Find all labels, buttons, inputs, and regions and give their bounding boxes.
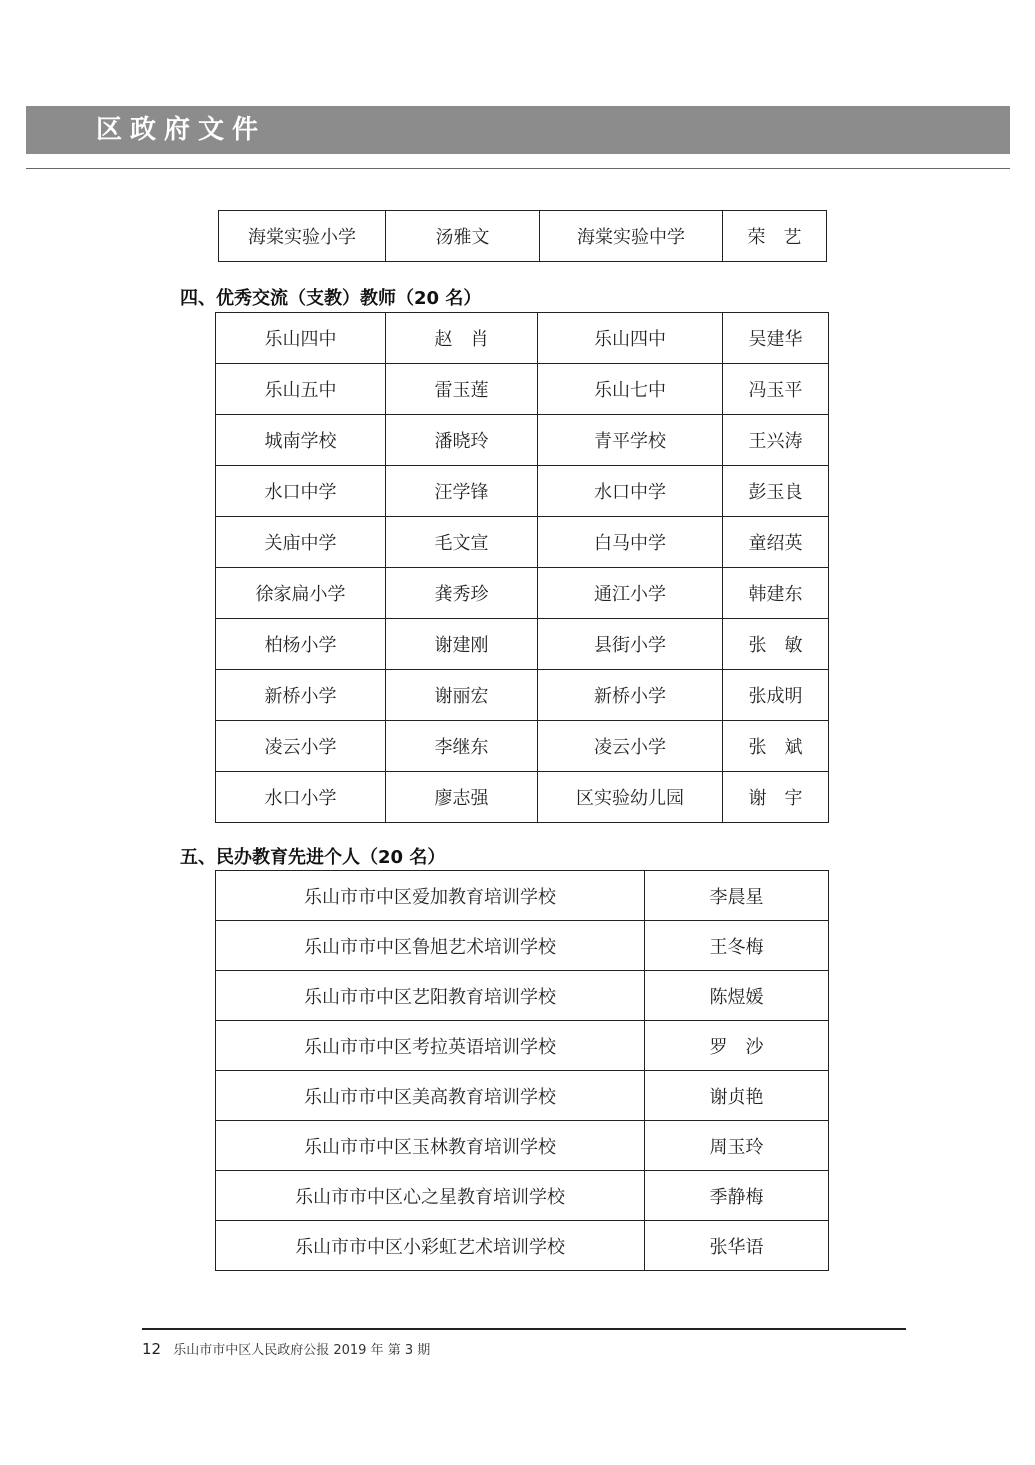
table-row [216, 517, 829, 568]
table-row [216, 1171, 829, 1221]
table-cell: 乐山五中 [216, 364, 386, 415]
table-cell: 新桥小学 [216, 670, 386, 721]
table-row [216, 1121, 829, 1171]
table-cell: 雷玉莲 [386, 364, 538, 415]
table-row [216, 871, 829, 921]
header-title: 区政府文件 [96, 115, 267, 145]
table-cell: 水口小学 [216, 772, 386, 823]
section-5-title: 五、民办教育先进个人（20 名） [180, 847, 446, 868]
table-cell: 吴建华 [723, 313, 829, 364]
table-row [216, 568, 829, 619]
table-cell: 李晨星 [645, 871, 829, 921]
table-cell: 通江小学 [538, 568, 723, 619]
table-cell: 谢丽宏 [386, 670, 538, 721]
table-cell: 凌云小学 [538, 721, 723, 772]
table-row [216, 1071, 829, 1121]
table-cell: 乐山市市中区心之星教育培训学校 [216, 1171, 645, 1221]
table-cell: 张 斌 [723, 721, 829, 772]
table-cell: 海棠实验小学 [219, 211, 386, 262]
table-row [216, 921, 829, 971]
table-cell: 韩建东 [723, 568, 829, 619]
table-row [216, 1221, 829, 1271]
table-row [216, 721, 829, 772]
table-cell: 乐山市市中区艺阳教育培训学校 [216, 971, 645, 1021]
table-cell: 谢建刚 [386, 619, 538, 670]
table-cell: 冯玉平 [723, 364, 829, 415]
table-cell: 乐山四中 [538, 313, 723, 364]
table-row [216, 1021, 829, 1071]
continued-table [218, 210, 827, 262]
table-cell: 徐家扁小学 [216, 568, 386, 619]
table-row [216, 971, 829, 1021]
publication-title: 乐山市市中区人民政府公报 2019 年 第 3 期 [173, 1343, 431, 1358]
table-row [216, 619, 829, 670]
table-cell: 龚秀珍 [386, 568, 538, 619]
exchange-teachers-table [215, 312, 829, 823]
table-cell: 海棠实验中学 [540, 211, 723, 262]
table-row [216, 313, 829, 364]
table-cell: 凌云小学 [216, 721, 386, 772]
table-cell: 谢贞艳 [645, 1071, 829, 1121]
table-cell: 乐山四中 [216, 313, 386, 364]
table-cell: 乐山市市中区美高教育培训学校 [216, 1071, 645, 1121]
header-divider [26, 168, 1010, 169]
table-cell: 汪学锋 [386, 466, 538, 517]
table-cell: 季静梅 [645, 1171, 829, 1221]
footer [142, 1339, 430, 1358]
table-cell: 荣 艺 [723, 211, 827, 262]
table-cell: 汤雅文 [386, 211, 540, 262]
table-cell: 柏杨小学 [216, 619, 386, 670]
table-cell: 王兴涛 [723, 415, 829, 466]
table-cell: 城南学校 [216, 415, 386, 466]
table-row [216, 364, 829, 415]
table-cell: 彭玉良 [723, 466, 829, 517]
table-row [219, 211, 827, 262]
section-4-title: 四、优秀交流（支教）教师（20 名） [180, 288, 482, 309]
table-cell: 潘晓玲 [386, 415, 538, 466]
table-cell: 水口中学 [216, 466, 386, 517]
table-cell: 李继东 [386, 721, 538, 772]
table-cell: 乐山市市中区小彩虹艺术培训学校 [216, 1221, 645, 1271]
table-cell: 水口中学 [538, 466, 723, 517]
table-cell: 周玉玲 [645, 1121, 829, 1171]
table-row [216, 670, 829, 721]
table-cell: 白马中学 [538, 517, 723, 568]
table-cell: 县街小学 [538, 619, 723, 670]
table-cell: 张 敏 [723, 619, 829, 670]
table-cell: 赵 肖 [386, 313, 538, 364]
table-row [216, 415, 829, 466]
table-cell: 乐山市市中区鲁旭艺术培训学校 [216, 921, 645, 971]
table-cell: 张成明 [723, 670, 829, 721]
table-cell: 谢 宇 [723, 772, 829, 823]
table-cell: 毛文宣 [386, 517, 538, 568]
table-cell: 新桥小学 [538, 670, 723, 721]
private-education-table [215, 870, 829, 1271]
table-cell: 乐山市市中区考拉英语培训学校 [216, 1021, 645, 1071]
table-cell: 王冬梅 [645, 921, 829, 971]
table-cell: 青平学校 [538, 415, 723, 466]
table-row [216, 772, 829, 823]
table-cell: 罗 沙 [645, 1021, 829, 1071]
page-number: 12 [142, 1340, 162, 1358]
table-cell: 关庙中学 [216, 517, 386, 568]
table-cell: 乐山七中 [538, 364, 723, 415]
table-cell: 张华语 [645, 1221, 829, 1271]
table-cell: 乐山市市中区爱加教育培训学校 [216, 871, 645, 921]
table-cell: 区实验幼儿园 [538, 772, 723, 823]
table-cell: 乐山市市中区玉林教育培训学校 [216, 1121, 645, 1171]
table-cell: 陈煜媛 [645, 971, 829, 1021]
footer-divider [142, 1328, 906, 1330]
table-cell: 廖志强 [386, 772, 538, 823]
table-cell: 童绍英 [723, 517, 829, 568]
table-row [216, 466, 829, 517]
